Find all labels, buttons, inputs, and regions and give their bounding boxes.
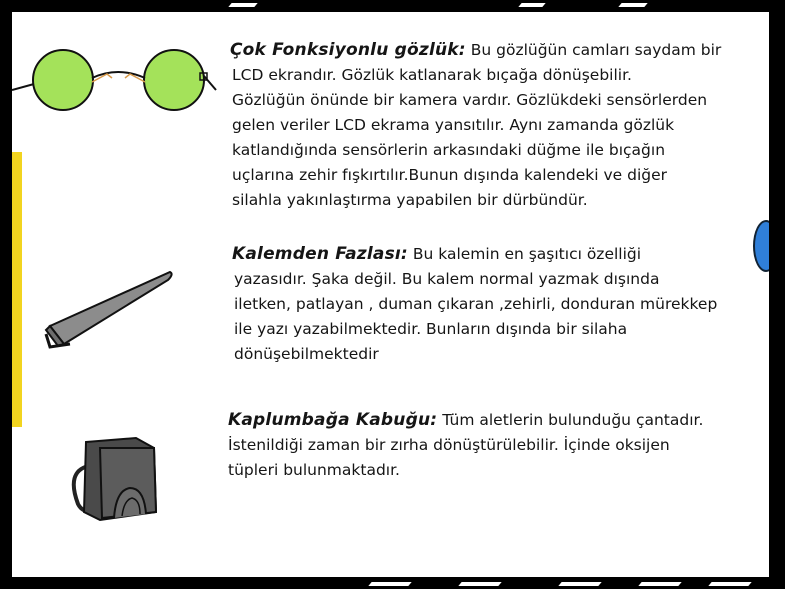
item-description: Bu kalemin en şaşıtıcı özelliği	[412, 245, 642, 263]
border-stripe	[518, 3, 545, 7]
item-description-line: uçlarına zehir fışkırtılır.Bunun dışında kalendeki ve diğer	[232, 166, 667, 184]
item-description-line: iletken, patlayan , duman çıkaran ,zehirli, donduran mürekkep	[234, 295, 718, 313]
item-first-line	[230, 38, 765, 63]
item-description-line: katlandığında sensörlerin arkasındaki düğme ile bıçağın	[232, 141, 666, 159]
yellow-accent-bar	[12, 152, 22, 427]
item-first-line	[228, 408, 765, 433]
item-description-line: yazasıdır. Şaka değil. Bu kalem normal yazmak dışında	[234, 270, 660, 288]
border-stripe	[618, 3, 647, 7]
item-title: Çok Fonksiyonlu gözlük:	[230, 40, 466, 60]
item-description: Tüm aletlerin bulunduğu çantadır.	[442, 411, 704, 429]
item-description-line: dönüşebilmektedir	[234, 345, 379, 363]
item-pen	[232, 242, 765, 367]
item-first-line	[232, 242, 765, 267]
item-glasses	[230, 38, 765, 213]
item-description-line: Gözlüğün önünde bir kamera vardır. Gözlükdeki sensörlerden	[232, 91, 708, 109]
border-stripe	[458, 582, 501, 586]
border-stripe	[638, 582, 681, 586]
pen-icon	[42, 264, 177, 354]
item-description: Bu gözlüğün camları saydam bir	[470, 41, 722, 59]
item-description-line: LCD ekrandır. Gözlük katlanarak bıçağa dönüşebilir.	[232, 66, 632, 84]
border-stripe	[558, 582, 601, 586]
item-description-line: tüpleri bulunmaktadır.	[228, 461, 400, 479]
item-title: Kaplumbağa Kabuğu:	[228, 410, 438, 430]
item-backpack	[228, 408, 765, 483]
item-description-line: gelen veriler LCD ekrama yansıtılır. Aynı zamanda gözlük	[232, 116, 675, 134]
border-stripe	[368, 582, 411, 586]
item-description-line: İstenildiği zaman bir zırha dönüştürülebilir. İçinde oksijen	[228, 436, 670, 454]
glasses-icon	[12, 40, 217, 118]
item-description-line: silahla yakınlaştırma yapabilen bir dürbündür.	[232, 191, 588, 209]
item-description-line: ile yazı yazabilmektedir. Bunların dışında bir silaha	[234, 320, 628, 338]
item-title: Kalemden Fazlası:	[232, 244, 408, 264]
backpack-icon	[70, 434, 165, 524]
border-stripe	[708, 582, 751, 586]
slide-content	[12, 12, 769, 577]
border-stripe	[228, 3, 257, 7]
